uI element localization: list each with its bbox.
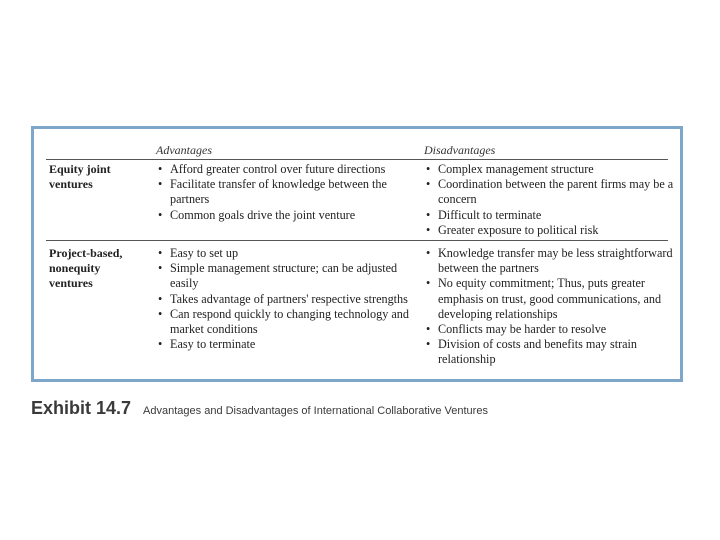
list-item: • Common goals drive the joint venture xyxy=(156,208,414,223)
nonequity-disadvantages-list xyxy=(424,246,680,368)
exhibit-title: Advantages and Disadvantages of International Collaborative Ventures xyxy=(143,405,488,417)
list-item: • Takes advantage of partners' respective strengths xyxy=(156,292,414,307)
equity-disadvantages-list xyxy=(424,162,680,238)
list-item: • Greater exposure to political risk xyxy=(424,223,680,238)
disadvantages-header: Disadvantages xyxy=(424,143,496,157)
list-item: • Easy to set up xyxy=(156,246,414,261)
list-item: • Conflicts may be harder to resolve xyxy=(424,322,680,337)
exhibit-number: Exhibit 14.7 xyxy=(31,398,132,418)
nonequity-advantages-list xyxy=(156,246,414,352)
list-item: • Knowledge transfer may be less straightforward between the partners xyxy=(424,246,680,276)
list-item: • Easy to terminate xyxy=(156,337,414,352)
exhibit-caption xyxy=(31,398,488,419)
list-item: • Can respond quickly to changing technology and market conditions xyxy=(156,307,414,337)
list-item: • Complex management structure xyxy=(424,162,680,177)
list-item: • Simple management structure; can be adjusted easily xyxy=(156,261,414,291)
list-item: • Afford greater control over future directions xyxy=(156,162,414,177)
header-divider xyxy=(46,159,668,160)
row-label-equity: Equity joint ventures xyxy=(49,162,111,191)
row-label-nonequity: Project-based, nonequity ventures xyxy=(49,246,123,290)
list-item: • Coordination between the parent firms may be a concern xyxy=(424,177,680,207)
list-item: • Division of costs and benefits may strain relationship xyxy=(424,337,680,367)
list-item: • Difficult to terminate xyxy=(424,208,680,223)
list-item: • Facilitate transfer of knowledge between the partners xyxy=(156,177,414,207)
row-divider xyxy=(46,240,668,241)
equity-advantages-list xyxy=(156,162,414,223)
advantages-header: Advantages xyxy=(156,143,212,157)
exhibit-table xyxy=(31,126,683,382)
list-item: • No equity commitment; Thus, puts greater emphasis on trust, good communications, and developing relationships xyxy=(424,276,680,322)
